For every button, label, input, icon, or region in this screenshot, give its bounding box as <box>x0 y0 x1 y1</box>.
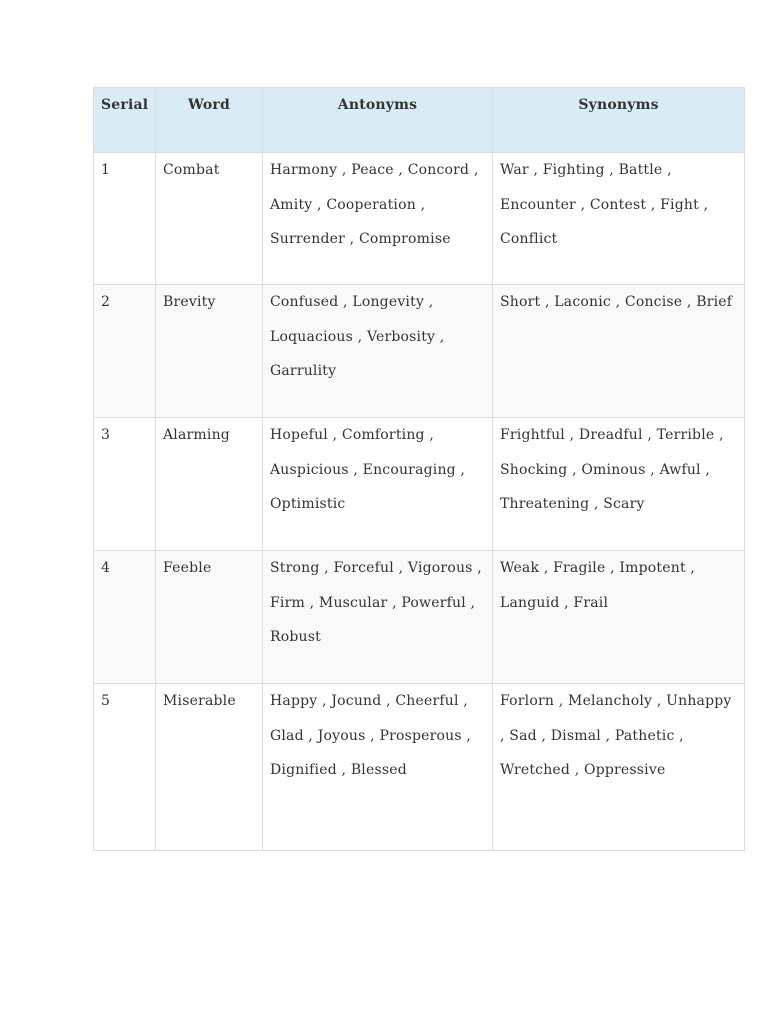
header-serial: Serial <box>94 88 156 153</box>
table-body <box>94 153 745 851</box>
table-row <box>94 684 745 851</box>
cell-synonyms: Weak , Fragile , Impotent , Languid , Frail <box>493 551 745 684</box>
cell-serial: 3 <box>94 418 156 551</box>
header-word: Word <box>156 88 263 153</box>
cell-antonyms: Hopeful , Comforting , Auspicious , Encouraging , Optimistic <box>263 418 493 551</box>
cell-synonyms: Forlorn , Melancholy , Unhappy , Sad , Dismal , Pathetic , Wretched , Oppressive <box>493 684 745 851</box>
cell-synonyms: Short , Laconic , Concise , Brief <box>493 285 745 418</box>
table-row <box>94 418 745 551</box>
header-row <box>94 88 745 153</box>
cell-serial: 5 <box>94 684 156 851</box>
cell-antonyms: Happy , Jocund , Cheerful , Glad , Joyous , Prosperous , Dignified , Blessed <box>263 684 493 851</box>
header-synonyms: Synonyms <box>493 88 745 153</box>
cell-synonyms: War , Fighting , Battle , Encounter , Contest , Fight , Conflict <box>493 153 745 285</box>
cell-antonyms: Strong , Forceful , Vigorous , Firm , Muscular , Powerful , Robust <box>263 551 493 684</box>
cell-serial: 2 <box>94 285 156 418</box>
table-header <box>94 88 745 153</box>
cell-synonyms: Frightful , Dreadful , Terrible , Shocking , Ominous , Awful , Threatening , Scary <box>493 418 745 551</box>
table-row <box>94 551 745 684</box>
vocabulary-table <box>93 87 745 851</box>
header-antonyms: Antonyms <box>263 88 493 153</box>
cell-word: Feeble <box>156 551 263 684</box>
cell-word: Miserable <box>156 684 263 851</box>
cell-serial: 1 <box>94 153 156 285</box>
table-row <box>94 153 745 285</box>
cell-antonyms: Confused , Longevity , Loquacious , Verbosity , Garrulity <box>263 285 493 418</box>
cell-word: Alarming <box>156 418 263 551</box>
cell-word: Combat <box>156 153 263 285</box>
cell-antonyms: Harmony , Peace , Concord , Amity , Cooperation , Surrender , Compromise <box>263 153 493 285</box>
cell-serial: 4 <box>94 551 156 684</box>
cell-word: Brevity <box>156 285 263 418</box>
table-row <box>94 285 745 418</box>
